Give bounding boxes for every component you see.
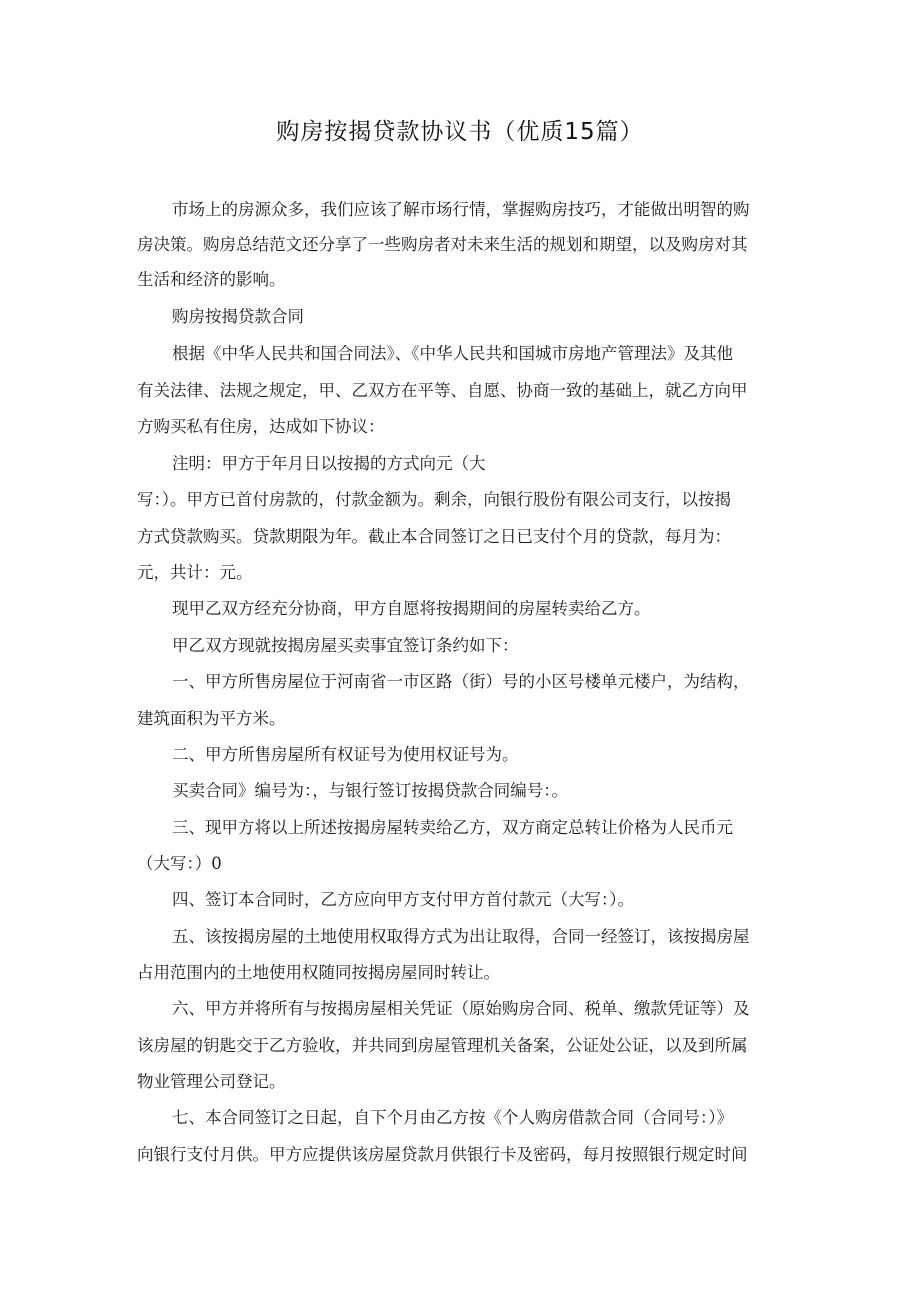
clause-line: 占用范围内的土地使用权随同按揭房屋同时转让。 (137, 963, 500, 982)
body-line: 元，共计：元。 (137, 563, 253, 582)
body-line: 根据《中华人民共和国合同法》、《中华人民共和国城市房地产管理法》及其他 (172, 344, 733, 363)
body-line: 房决策。购房总结范文还分享了一些购房者对未来生活的规划和期望，以及购房对其 (137, 235, 748, 254)
body-line: 写：）。甲方已首付房款的，付款金额为。剩余，向银行股份有限公司支行，以按揭 (137, 490, 731, 509)
clause-line: 六、甲方并将所有与按揭房屋相关凭证（原始购房合同、税单、缴款凭证等）及 (172, 999, 750, 1018)
clause-line: 二、甲方所售房屋所有权证号为使用权证号为。 (172, 745, 519, 764)
clause-line: 该房屋的钥匙交于乙方验收，并共同到房屋管理机关备案，公证处公证，以及到所属 (137, 1036, 748, 1055)
clause-line: 四、签订本合同时，乙方应向甲方支付甲方首付款元（大写：）。 (172, 890, 634, 909)
body-line: 有关法律、法规之规定，甲、乙双方在平等、自愿、协商一致的基础上，就乙方向甲 (137, 381, 748, 400)
body-line: 现甲乙双方经充分协商，甲方自愿将按揭期间的房屋转卖给乙方。 (172, 599, 651, 618)
body-line: 方式贷款购买。贷款期限为年。截止本合同签订之日已支付个月的贷款，每月为： (137, 527, 731, 546)
body-line: 注明：甲方于年月日以按揭的方式向元（大 (172, 454, 486, 473)
body-line: 甲乙双方现就按揭房屋买卖事宜签订条约如下： (172, 636, 519, 655)
clause-line: 七、本合同签订之日起，自下个月由乙方按《个人购房借款合同（合同号：）》 (172, 1108, 733, 1127)
clause-line: （大写：）0 (137, 854, 222, 873)
clause-line: 买卖合同》编号为：，与银行签订按揭贷款合同编号：。 (172, 781, 568, 800)
clause-line: 向银行支付月供。甲方应提供该房屋贷款月供银行卡及密码，每月按照银行规定时间 (137, 1145, 748, 1164)
clause-line: 建筑面积为平方米。 (137, 709, 286, 728)
clause-line: 三、现甲方将以上所述按揭房屋转卖给乙方，双方商定总转让价格为人民币元 (172, 818, 733, 837)
body-line: 生活和经济的影响。 (137, 270, 286, 289)
body-line: 方购买私有住房，达成如下协议： (137, 417, 385, 436)
body-line: 市场上的房源众多，我们应该了解市场行情，掌握购房技巧，才能做出明智的购 (172, 200, 750, 219)
clause-line: 物业管理公司登记。 (137, 1072, 286, 1091)
section-heading: 购房按揭贷款合同 (172, 307, 304, 326)
clause-line: 一、甲方所售房屋位于河南省一市区路（街）号的小区号楼单元楼户，为结构， (172, 672, 750, 691)
clause-line: 五、该按揭房屋的土地使用权取得方式为出让取得，合同一经签订，该按揭房屋 (172, 927, 750, 946)
document-title: 购房按揭贷款协议书（优质15篇） (276, 119, 644, 145)
